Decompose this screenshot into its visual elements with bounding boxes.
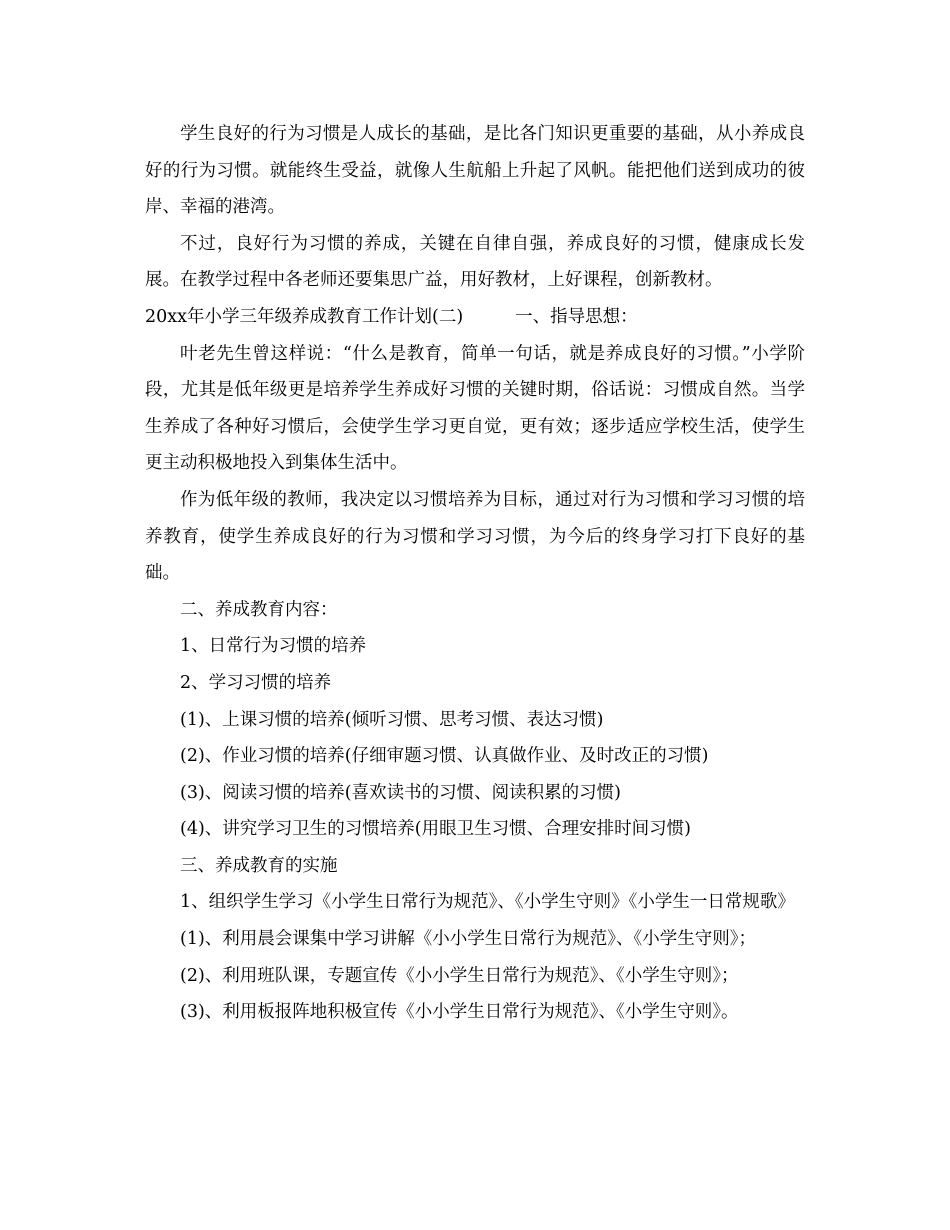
list-item: 2、学习习惯的培养 [180,672,332,693]
list-item: (3)、利用板报阵地积极宣传《小小学生日常行为规范》、《小学生守则》。 [180,1002,739,1023]
paragraph-intro-1: 学生良好的行为习惯是人成长的基础，是比各门知识更重要的基础，从小养成良好的行为习惯。就能终生受益，就像人生航船上升起了风帆。能把他们送到成功的彼岸、幸福的港湾。 [145,124,805,218]
list-item: (2)、作业习惯的培养(仔细审题习惯、认真做作业、及时改正的习惯) [180,746,709,767]
plan-title: 20xx年小学三年级养成教育工作计划(二) [145,306,464,327]
paragraph-guide-1: 叶老先生曾这样说：“什么是教育，简单一句话，就是养成良好的习惯。”小学阶段，尤其是低年级更是培养学生养成好习惯的关键时期，俗话说：习惯成自然。当学生养成了各种好习惯后，会使学生学习更自觉，更有效；逐步适应学校生活，使学生更主动积极地投入到集体生活中。 [145,343,805,474]
paragraph-guide-2: 作为低年级的教师，我决定以习惯培养为目标，通过对行为习惯和学习习惯的培养教育，使学生养成良好的行为习惯和学习习惯，为今后的终身学习打下良好的基础。 [145,489,805,584]
paragraph-intro-2: 不过，良好行为习惯的养成，关键在自律自强，养成良好的习惯，健康成长发展。在教学过程中各老师还要集思广益，用好教材，上好课程，创新教材。 [145,233,805,291]
section-heading-content: 二、养成教育内容： [180,599,338,620]
list-item: (2)、利用班队课，专题宣传《小小学生日常行为规范》、《小学生守则》； [180,965,739,986]
document-heading [145,299,805,336]
list-item: (1)、上课习惯的培养(倾听习惯、思考习惯、表达习惯) [180,709,604,730]
document-page [145,116,805,1031]
list-item: 1、日常行为习惯的培养 [180,636,367,657]
list-item: (1)、利用晨会课集中学习讲解《小小学生日常行为规范》、《小学生守则》； [180,929,757,950]
section-heading-implementation: 三、养成教育的实施 [180,855,338,876]
list-item: (4)、讲究学习卫生的习惯培养(用眼卫生习惯、合理安排时间习惯) [180,819,691,840]
section-heading-guiding-thought: 一、指导思想： [515,306,638,327]
list-item: 1、组织学生学习《小学生日常行为规范》、《小学生守则》《小学生一日常规歌》 [180,892,795,913]
list-item: (3)、阅读习惯的培养(喜欢读书的习惯、阅读积累的习惯) [180,782,621,803]
